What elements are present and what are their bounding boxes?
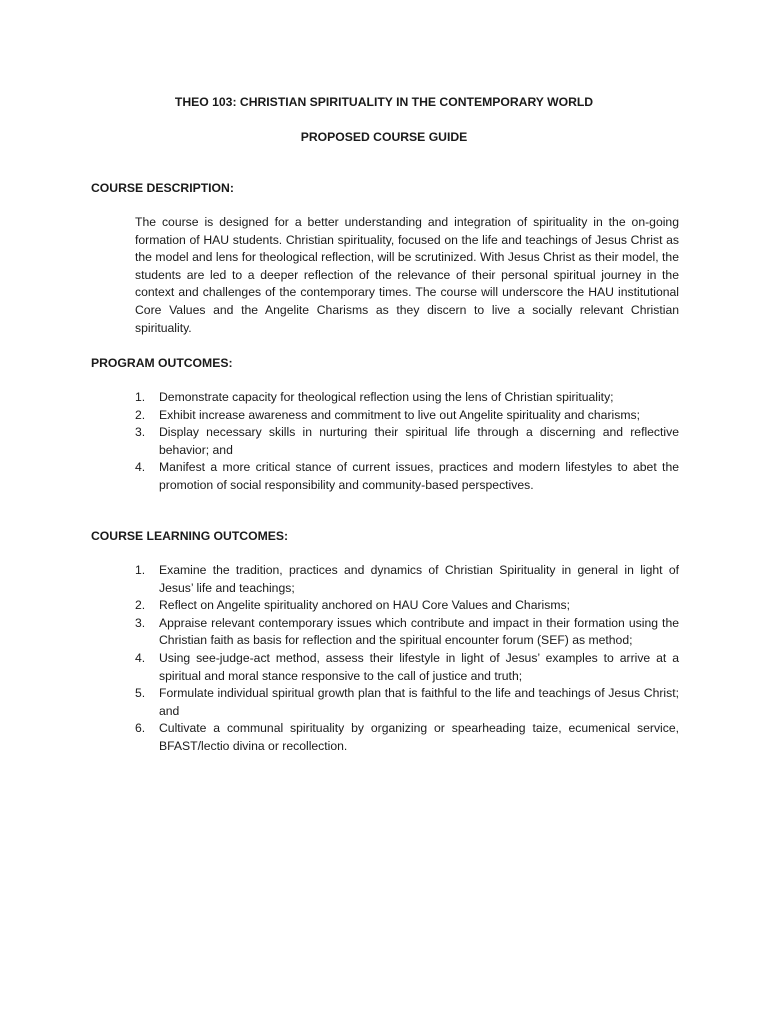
list-item-text: Reflect on Angelite spirituality anchored on HAU Core Values and Charisms; [159,598,570,613]
list-item-number: 2. [135,598,146,613]
list-item [135,597,679,615]
list-item [135,389,679,407]
list-item [135,407,679,425]
list-item-number: 6. [135,721,146,736]
list-item [135,650,679,685]
list-item-number: 4. [135,650,146,665]
list-item [135,562,679,597]
document-subtitle: PROPOSED COURSE GUIDE [300,130,468,144]
list-item-number: 2. [135,407,146,422]
list-item-number: 1. [135,390,146,404]
list-item-number: 3. [135,615,146,630]
list-item [135,685,679,720]
list-item-text: Formulate individual spiritual growth plan that is faithful to the life and teachings of Jesus Christ; and [159,686,679,718]
document-title: THEO 103: CHRISTIAN SPIRITUALITY IN THE CONTEMPORARY WORLD [174,95,594,109]
list-item-text: Using see-judge-act method, assess their lifestyle in light of Jesus’ examples to arrive at a spiritual and moral stance responsive to the call of justice and truth; [159,650,679,683]
list-item [135,459,679,494]
list-item-text: Appraise relevant contemporary issues which contribute and impact in their formation using the Christian faith as basis for reflection and the spiritual encounter forum (SEF) as method; [159,615,679,648]
list-item-text: Display necessary skills in nurturing their spiritual life through a discerning and reflective behavior; and [159,425,679,457]
list-item-text: Cultivate a communal spirituality by organizing or spearheading taize, ecumenical service, BFAST/lectio divina or recollection. [159,721,679,753]
course-learning-outcomes-heading: COURSE LEARNING OUTCOMES: [91,529,289,543]
list-item-text: Exhibit increase awareness and commitment to live out Angelite spirituality and charisms; [159,407,640,422]
course-description-heading: COURSE DESCRIPTION: [91,181,234,195]
course-description-text: The course is designed for a better understanding and integration of spirituality in the on-going formation of HAU students. Christian spirituality, focused on the life and teachings of Jesus Christ as the model and lens for theological reflection, will be scrutinized. With Jesus Christ as their model, the students are led to a deeper reflection of the relevance of their personal spiritual journey in the context and challenges of the contemporary times. The course will underscore the HAU institutional Core Values and the Angelite Charisms as they discern to live a socially relevant Christian spirituality. [135,215,679,335]
list-item-number: 3. [135,425,146,440]
program-outcomes-heading: PROGRAM OUTCOMES: [91,356,233,370]
list-item [135,615,679,650]
list-item-text: Manifest a more critical stance of current issues, practices and modern lifestyles to abet the promotion of social responsibility and community-based perspectives. [159,460,679,492]
list-item [135,720,679,755]
list-item-number: 1. [135,563,146,577]
list-item [135,424,679,459]
list-item-text: Demonstrate capacity for theological reflection using the lens of Christian spirituality; [159,390,614,404]
program-outcomes-list [135,389,679,495]
list-item-number: 4. [135,460,146,475]
list-item-number: 5. [135,686,146,701]
list-item-text: Examine the tradition, practices and dynamics of Christian Spirituality in general in light of Jesus’ life and teachings; [159,563,679,595]
course-learning-outcomes-list [135,562,679,756]
